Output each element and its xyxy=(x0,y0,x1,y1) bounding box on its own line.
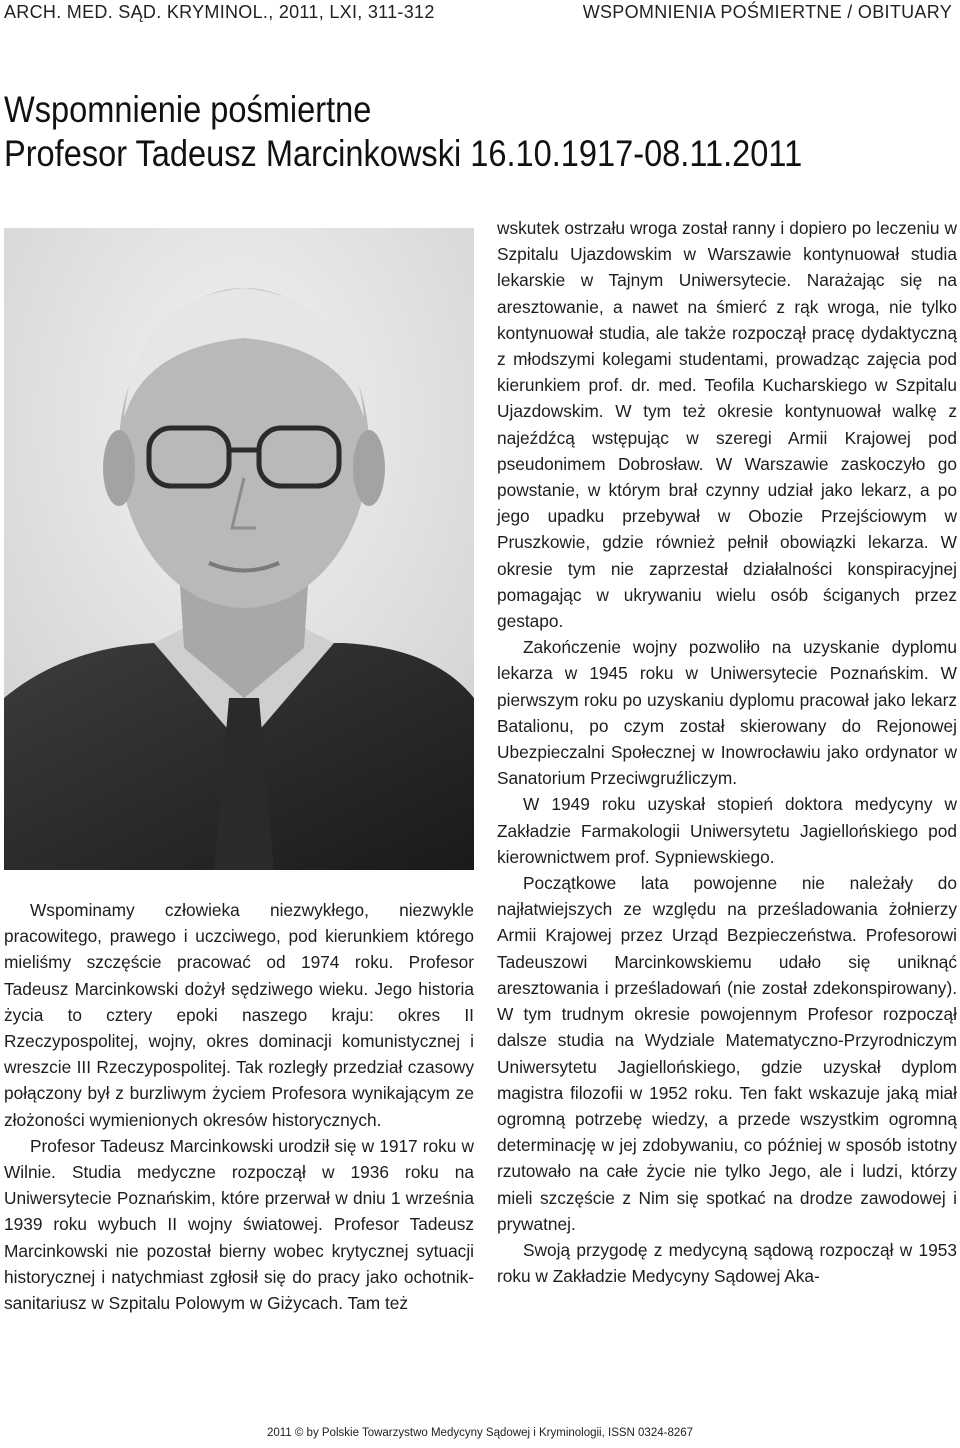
portrait-photo xyxy=(4,228,474,870)
left-text-column xyxy=(4,897,474,1316)
article-title xyxy=(4,88,802,176)
paragraph: Swoją przygodę z medycyną sądową rozpoczął w 1953 roku w Zakładzie Medycyny Sądowej Aka- xyxy=(497,1239,957,1287)
paragraph: wskutek ostrzału wroga został ranny i dopiero po leczeniu w Szpitalu Ujazdowskim w Warszawie kontynuował studia lekarskie w Tajnym Uniwersytecie. Narażając się na aresztowanie, a nawet na śmierć z rąk wroga, nie tylko kontynuował studia, ale także rozpoczął pracę dydaktyczną z młodszymi kolegami studentami, prowadząc zajęcia pod kierunkiem prof. dr. med. Teofila Kucharskiego w Szpitalu Ujazdowskim. W tym też okresie kontynuował walkę z najeźdźcą wstępując w szeregi Armii Krajowej pod pseudonimem Dobrosław. W Warszawie zaskoczyło go powstanie, w którym brał czynny udział jako lekarz, a po jego upadku przebywał w Obozie Przejściowym w Pruszkowie, gdzie również pełnił obowiązki lekarza. W okresie tym nie zaprzestał działalności konspiracyjnej pomagając w ukrywaniu wielu osób ściganych przez gestapo. xyxy=(497,218,957,632)
section-label: WSPOMNIENIA POŚMIERTNE / OBITUARY xyxy=(582,2,952,22)
title-line-2: Profesor Tadeusz Marcinkowski 16.10.1917-08.11.2011 xyxy=(4,133,803,174)
paragraph: Początkowe lata powojenne nie należały do najłatwiejszych ze względu na prześladowania żołnierzy Armii Krajowej przez Urząd Bezpieczeństwa. Profesorowi Tadeuszowi Marcinkowskiemu udało się uniknąć aresztowania i prześladowań (nie został zdekonspirowany). W tym trudnym okresie powojennym Profesor rozpoczął dalsze studia na Wydziale Matematyczno-Przyrodniczym Uniwersytetu Jagiellońskiego, gdzie uzyskał dyplom magistra filozofii w 1952 roku. Ten fakt wskazuje jaką miał ogromną potrzebę wiedzy, a przede wszystkim ogromną determinację w jej zdobywaniu, co później w sposób istotny rzutowało na całe życie nie tylko Jego, ale i ludzi, którzy mieli szczęście z Nim się spotkać na drodze zawodowej i prywatnej. xyxy=(497,873,957,1234)
paragraph: Wspominamy człowieka niezwykłego, niezwykle pracowitego, prawego i uczciwego, pod kierunkiem którego mieliśmy szczęście pracować od 1974 roku. Profesor Tadeusz Marcinkowski dożył sędziwego wieku. Jego historia życia to cztery epoki naszego kraju: okres II Rzeczypospolitej, wojny, okres dominacji komunistycznej i wreszcie III Rzeczypospolitej. Tak rozległy przedział czasowy połączony był z burzliwym życiem Profesora wynikającym ze złożoności wymienionych okresów historycznych. xyxy=(4,900,474,1130)
paragraph: W 1949 roku uzyskał stopień doktora medycyny w Zakładzie Farmakologii Uniwersytetu Jagiellońskiego pod kierownictwem prof. Sypniewskiego. xyxy=(497,794,957,867)
journal-citation: ARCH. MED. SĄD. KRYMINOL., 2011, LXI, 311-312 xyxy=(4,2,435,22)
paragraph: Zakończenie wojny pozwoliło na uzyskanie dyplomu lekarza w 1945 roku w Uniwersytecie Poznańskim. W pierwszym roku po uzyskaniu dyplomu pracował jako lekarz Batalionu, po czym został skierowany do Rejonowej Ubezpieczalni Społecznej w Inowrocławiu jako ordynator w Sanatorium Przeciwgruźliczym. xyxy=(497,637,957,789)
portrait-illustration xyxy=(4,228,474,870)
title-line-1: Wspomnienie pośmiertne xyxy=(4,89,372,130)
copyright-footer: 2011 © by Polskie Towarzystwo Medycyny Sądowej i Kryminologii, ISSN 0324-8267 xyxy=(266,1427,694,1439)
right-text-column xyxy=(497,215,957,1289)
paragraph: Profesor Tadeusz Marcinkowski urodził się w 1917 roku w Wilnie. Studia medyczne rozpoczął w 1936 roku na Uniwersytecie Poznańskim, które przerwał w dniu 1 września 1939 roku wybuch II wojny światowej. Profesor Tadeusz Marcinkowski nie pozostał bierny wobec krytycznej sytuacji historycznej i natychmiast zgłosił się do pracy jako ochotnik-sanitariusz w Szpitalu Polowym w Giżycach. Tam też xyxy=(4,1135,474,1314)
